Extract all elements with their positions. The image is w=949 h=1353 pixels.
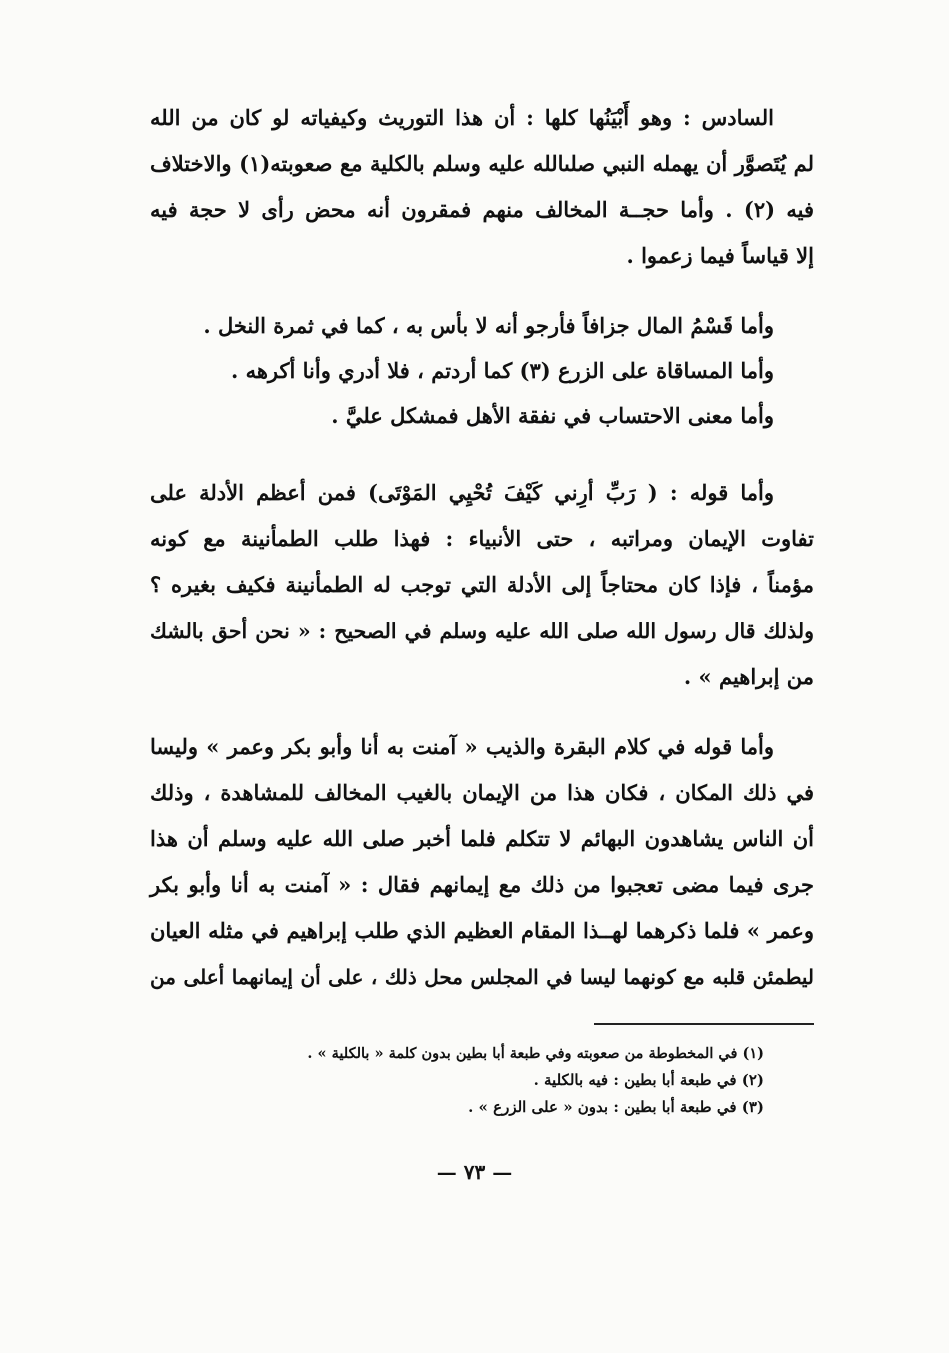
text-line: تفاوت الإيمان ومراتبه ، حتى الأنبياء : فهذا طلب الطمأنينة مع كونه (150, 526, 814, 551)
text-line: وأما قوله : ( رَبِّ أرِني كَيْفَ تُحْيِي المَوْتَى) فمن أعظم الأدلة على (150, 480, 774, 505)
text-line: من إبراهيم » . (683, 664, 814, 689)
paragraph-cow-wolf-hadith (150, 724, 814, 1000)
text-line: السادس : وهو أَبْيَنُها كلها : أن هذا التوريث وكيفياته لو كان من الله (150, 105, 774, 130)
paragraph-verse-discussion (150, 470, 814, 700)
footnotes (300, 1040, 764, 1121)
text-line: وعمر » فلما ذكرهما لهــذا المقام العظيم الذي طلب إبراهيم في مثله العيان (150, 918, 814, 943)
text-line: وأما قَسْمُ المال جزافاً فأرجو أنه لا بأس به ، كما في ثمرة النخل . (203, 313, 774, 338)
footnote-separator (594, 1023, 814, 1025)
text-line: مؤمناً ، فإذا كان محتاجاً إلى الأدلة التي توجب له الطمأنينة فكيف بغيره ؟ (150, 572, 814, 597)
footnote-3: (٣) في طبعة أبا بطين : بدون « على الزرع » . (468, 1098, 764, 1116)
footnote-2: (٢) في طبعة أبا بطين : فيه بالكلية . (533, 1071, 764, 1089)
text-line: فيه (٢) . وأما حجــة المخالف منهم فمقرون أنه محض رأى لا حجة فيه (150, 197, 814, 222)
footnote-1: (١) في المخطوطة من صعوبته وفي طبعة أبا بطين بدون كلمة « بالكلية » . (307, 1045, 764, 1062)
paragraph-rulings-list (190, 303, 814, 438)
text-line: ولذلك قال رسول الله صلى الله عليه وسلم في الصحيح : « نحن أحق بالشك (150, 619, 814, 643)
paragraph-sixth-point (150, 95, 814, 279)
text-line: جرى فيما مضى تعجبوا من ذلك مع إيمانهم فقال : « آمنت به أنا وأبو بكر (150, 872, 814, 897)
text-line: وأما المساقاة على الزرع (٣) كما أردتم ، فلا أدري وأنا أكرهه . (230, 358, 774, 383)
text-line: إلا قياساً فيما زعموا . (626, 243, 814, 268)
text-line: وأما معنى الاحتساب في نفقة الأهل فمشكل عليَّ . (331, 403, 774, 428)
text-line: وأما قوله في كلام البقرة والذيب « آمنت به أنا وأبو بكر وعمر » وليسا (150, 734, 774, 759)
page-number: — ٧٣ — (436, 1160, 513, 1184)
text-line: ليطمئن قلبه مع كونهما ليسا في المجلس محل ذلك ، على أن إيمانهما أعلى من (150, 965, 814, 989)
text-line: في ذلك المكان ، فكان هذا من الإيمان بالغيب المخالف للمشاهدة ، وذلك (150, 780, 814, 805)
text-line: أن الناس يشاهدون البهائم لا تتكلم فلما أخبر صلى الله عليه وسلم أن هذا (150, 826, 814, 851)
text-line: لم يُتَصوَّر أن يهمله النبي صلىالله عليه وسلم بالكلية مع صعوبته(١) والاختلاف (150, 151, 814, 176)
